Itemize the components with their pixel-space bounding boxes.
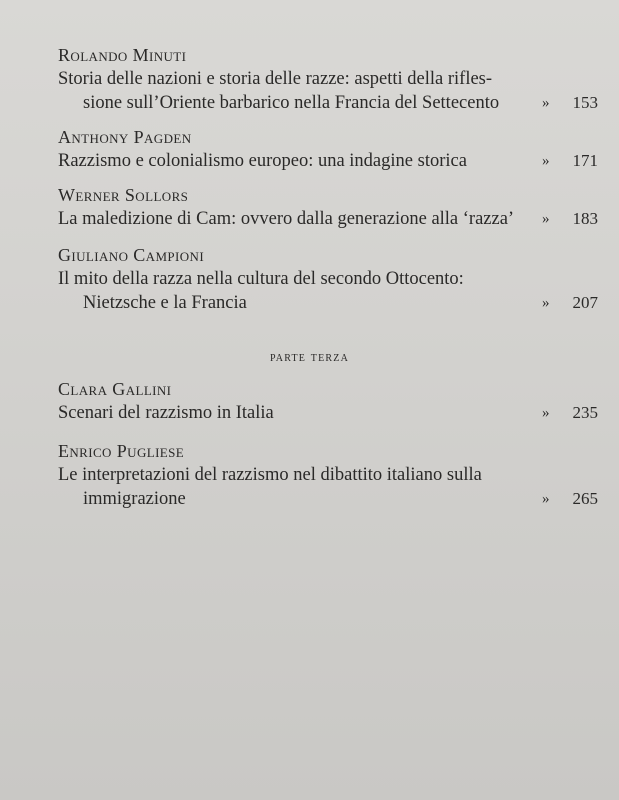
page-number: 207: [572, 293, 598, 312]
title-line: [58, 91, 598, 115]
title-line: [58, 291, 598, 315]
toc-entry: [58, 243, 598, 315]
title-line-text: La maledizione di Cam: ovvero dalla generazione alla ‘razza’: [58, 209, 515, 229]
title-line: Storia delle nazioni e storia delle razze: aspetti della rifles-: [58, 69, 493, 89]
title-line-text: Scenari del razzismo in Italia: [58, 403, 274, 423]
ditto-marker: »: [542, 491, 550, 507]
toc-entry: [58, 43, 598, 115]
author-name: Enrico Pugliese: [58, 441, 185, 461]
page-number: 265: [572, 489, 598, 508]
ditto-marker: »: [542, 95, 550, 111]
title-line: [58, 149, 598, 173]
page-number: 171: [572, 151, 598, 170]
toc-entry: [58, 183, 598, 231]
author-name: Rolando Minuti: [58, 45, 187, 65]
author-name: Clara Gallini: [58, 379, 172, 399]
page-number: 235: [572, 403, 598, 422]
title-line: [58, 487, 598, 511]
toc-entry: [58, 377, 598, 425]
title-line: [58, 401, 598, 425]
ditto-marker: »: [542, 153, 550, 169]
toc-entry: [58, 125, 598, 173]
title-line-text: Nietzsche e la Francia: [83, 293, 247, 313]
page-number: 183: [572, 209, 598, 228]
title-line: [58, 207, 598, 231]
title-line-text: Razzismo e colonialismo europeo: una indagine storica: [58, 151, 467, 171]
author-name: Giuliano Campioni: [58, 245, 205, 265]
title-line: Le interpretazioni del razzismo nel dibattito italiano sulla: [58, 465, 482, 485]
ditto-marker: »: [542, 295, 550, 311]
part-heading: parte terza: [269, 350, 350, 365]
title-line-text: immigrazione: [83, 489, 186, 509]
title-line-text: sione sull’Oriente barbarico nella Francia del Settecento: [83, 93, 500, 113]
title-line: Il mito della razza nella cultura del secondo Ottocento:: [58, 269, 464, 289]
ditto-marker: »: [542, 211, 550, 227]
page-number: 153: [572, 93, 598, 112]
toc-entry: [58, 439, 598, 511]
ditto-marker: »: [542, 405, 550, 421]
author-name: Anthony Pagden: [58, 127, 192, 147]
author-name: Werner Sollors: [58, 185, 189, 205]
